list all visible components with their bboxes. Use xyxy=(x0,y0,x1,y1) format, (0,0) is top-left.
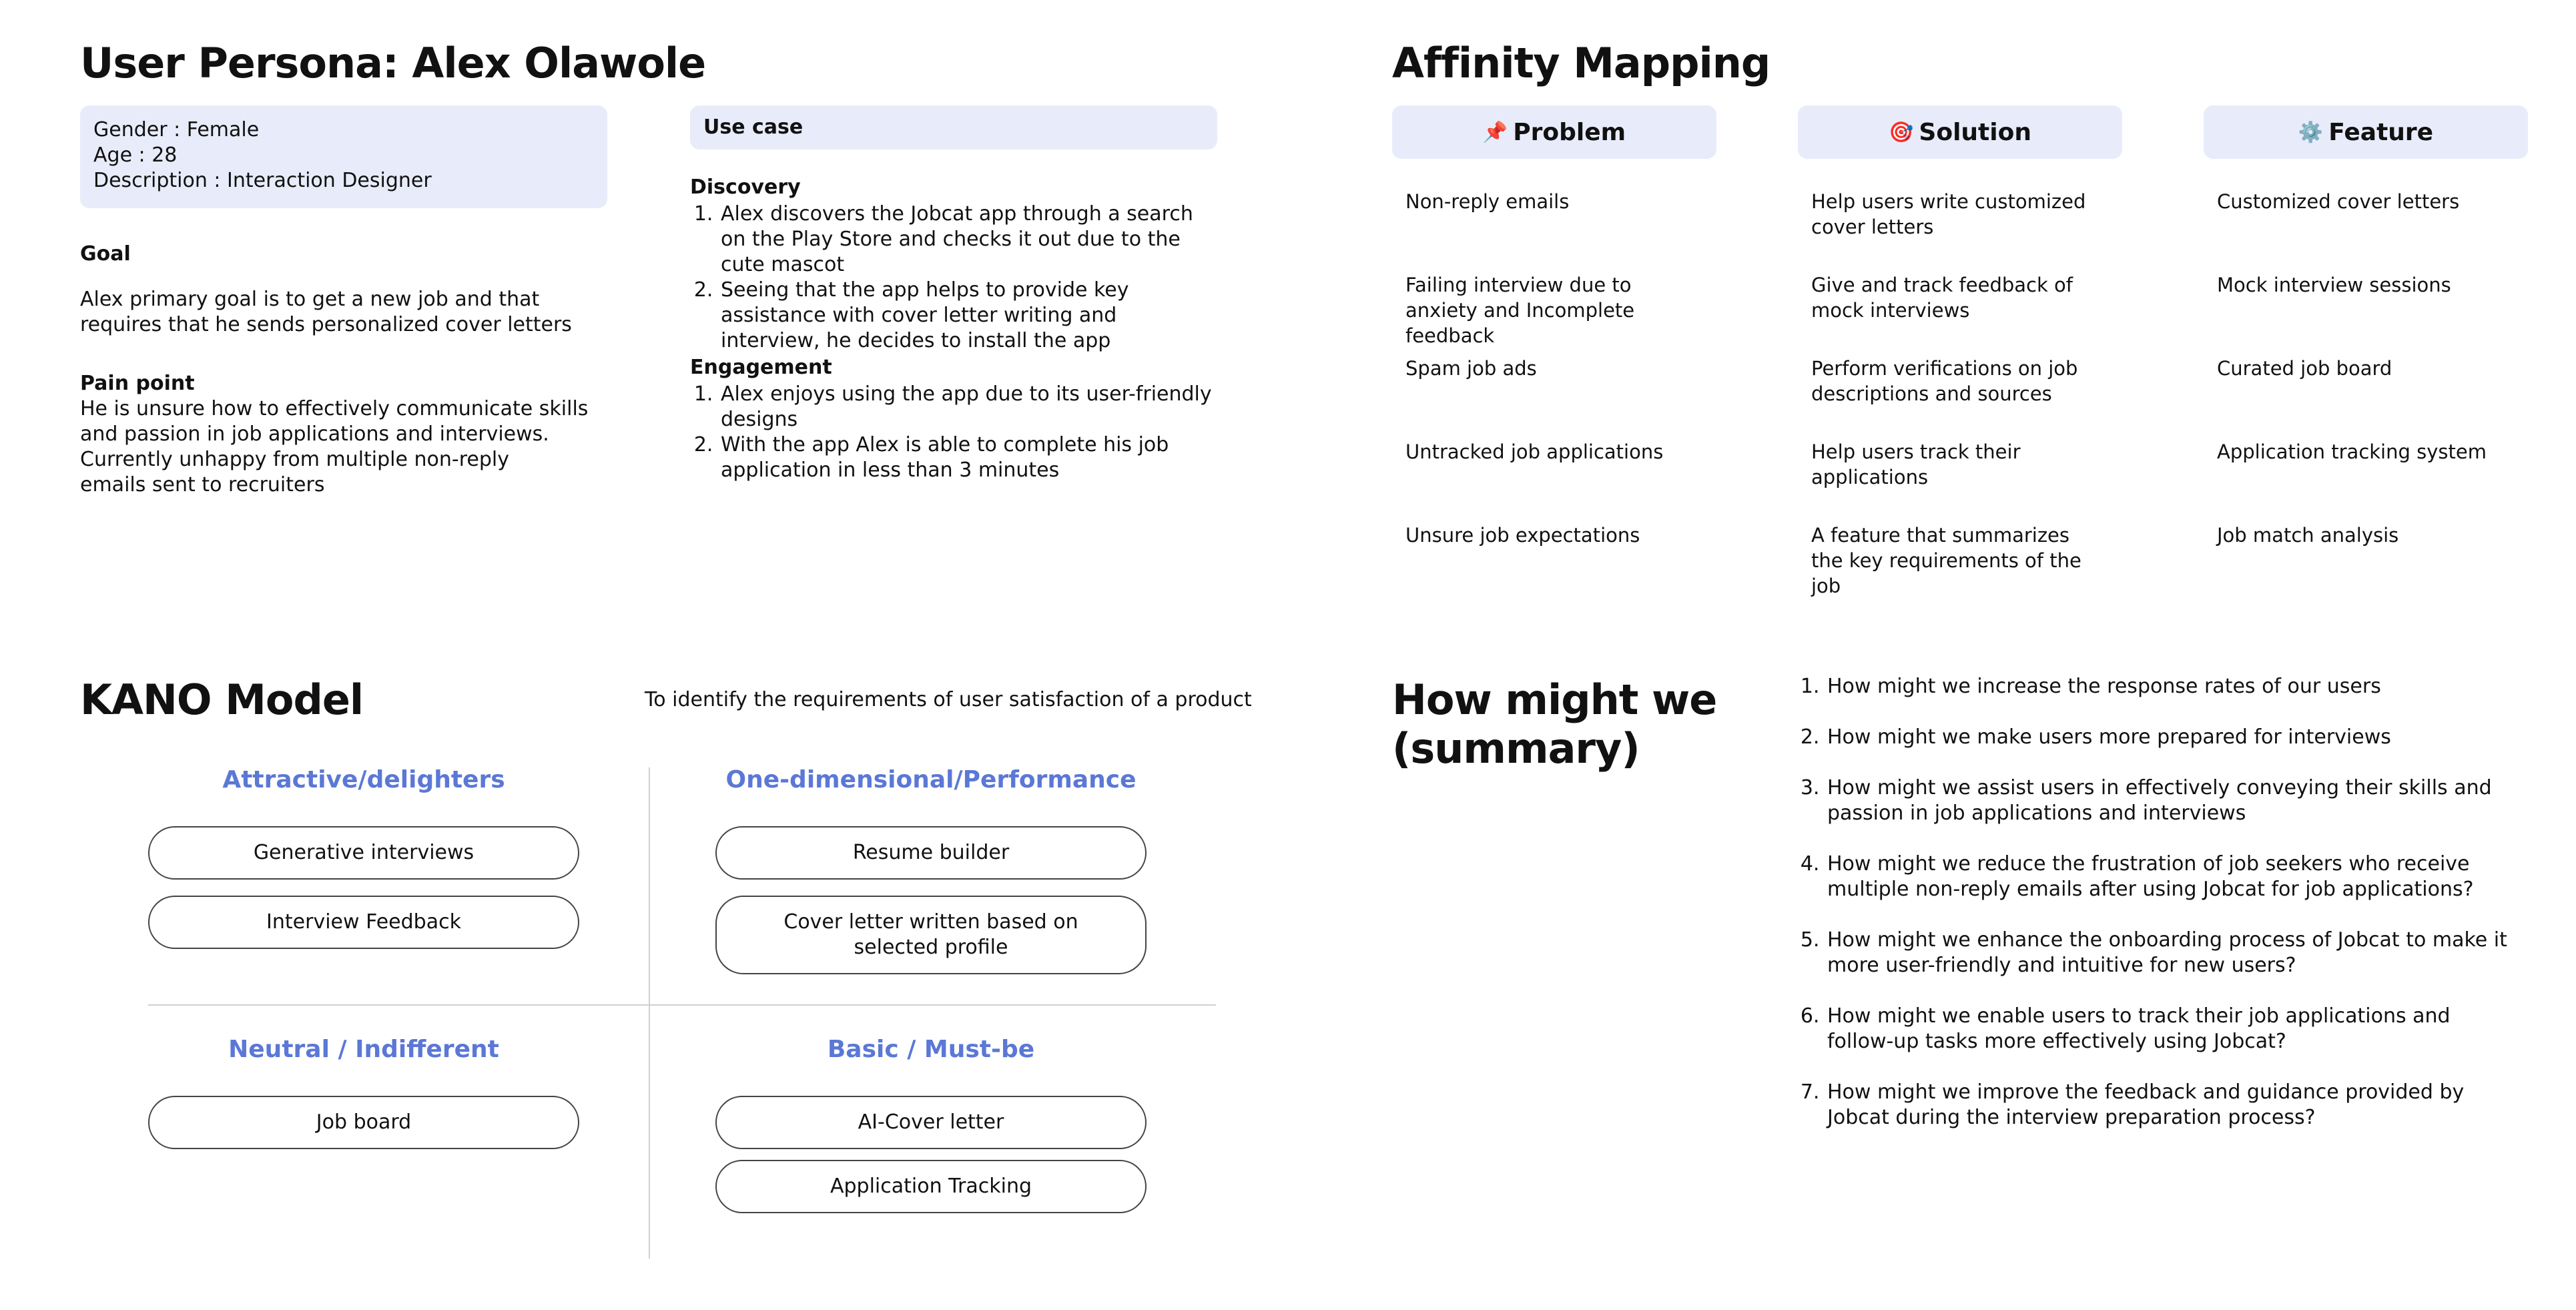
hmw-list-container xyxy=(1797,674,2517,1156)
kano-title: KANO Model xyxy=(80,675,364,724)
kano-vertical-divider xyxy=(649,767,650,1259)
kano-pill: AI-Cover letter xyxy=(715,1096,1147,1149)
affinity-header-label: Problem xyxy=(1513,118,1626,146)
affinity-feature-cell: Application tracking system xyxy=(2217,440,2487,463)
affinity-solution-cell: Help users write customized cover letters xyxy=(1811,190,2086,238)
persona-pain-section xyxy=(80,371,601,498)
affinity-feature-cell: Curated job board xyxy=(2217,357,2392,380)
engagement-item: 1. Alex enjoys using the app due to its user-friendly designs xyxy=(719,382,1217,432)
affinity-feature-cell: Customized cover letters xyxy=(2217,190,2460,213)
use-case-header: Use case xyxy=(690,105,1217,149)
discovery-label: Discovery xyxy=(690,176,801,199)
hmw-title-line2: (summary) xyxy=(1392,724,1640,773)
affinity-solution-cell: A feature that summarizes the key requirements of the job xyxy=(1811,524,2081,597)
affinity-feature-cell: Mock interview sessions xyxy=(2217,274,2451,296)
pain-text-2: Currently unhappy from multiple non-reply emails sent to recruiters xyxy=(80,448,509,497)
affinity-problem-cell: Spam job ads xyxy=(1405,357,1537,380)
kano-pill: Interview Feedback xyxy=(148,896,579,949)
affinity-header-feature xyxy=(2204,105,2528,159)
affinity-solution-cell: Help users track their applications xyxy=(1811,440,2021,488)
persona-description: Description : Interaction Designer xyxy=(93,169,432,192)
kano-pill: Resume builder xyxy=(715,826,1147,880)
affinity-header-problem xyxy=(1392,105,1716,159)
affinity-header-solution xyxy=(1798,105,2122,159)
affinity-title: Affinity Mapping xyxy=(1392,39,1770,87)
persona-gender: Gender : Female xyxy=(93,118,260,141)
kano-pill: Generative interviews xyxy=(148,826,579,880)
persona-title: User Persona: Alex Olawole xyxy=(80,39,706,87)
persona-info-card xyxy=(80,105,607,208)
hmw-list xyxy=(1797,674,2517,1130)
goal-label: Goal xyxy=(80,242,131,266)
persona-goal-section xyxy=(80,242,594,338)
hmw-item: 1. How might we increase the response rates of our users xyxy=(1826,674,2517,699)
hmw-item: 6. How might we enable users to track their job applications and follow-up tasks more effectively using Jobcat? xyxy=(1826,1004,2517,1054)
target-icon: 🎯 xyxy=(1889,120,1914,144)
kano-pill: Application Tracking xyxy=(715,1160,1147,1213)
affinity-problem-cell: Non-reply emails xyxy=(1405,190,1570,213)
affinity-header-label: Feature xyxy=(2328,118,2434,146)
hmw-item: 3. How might we assist users in effectively conveying their skills and passion in job applications and interviews xyxy=(1826,775,2517,826)
kano-basic-title: Basic / Must-be xyxy=(827,1036,1035,1063)
kano-pill: Job board xyxy=(148,1096,579,1149)
hmw-title xyxy=(1392,675,1716,773)
hmw-item: 4. How might we reduce the frustration of job seekers who receive multiple non-reply emails after using Jobcat for job applications? xyxy=(1826,852,2517,902)
goal-text: Alex primary goal is to get a new job and that requires that he sends personalized cover letters xyxy=(80,288,572,336)
affinity-solution-cell: Perform verifications on job descriptions and sources xyxy=(1811,357,2078,405)
discovery-item: 1. Alex discovers the Jobcat app through a search on the Play Store and checks it out due to the cute mascot xyxy=(719,202,1217,278)
engagement-list xyxy=(690,382,1217,483)
pain-text-1: He is unsure how to effectively communicate skills and passion in job applications and interviews. xyxy=(80,397,589,446)
engagement-item: 2. With the app Alex is able to complete his job application in less than 3 minutes xyxy=(719,432,1217,483)
kano-neutral-title: Neutral / Indifferent xyxy=(228,1036,499,1063)
kano-subtitle: To identify the requirements of user satisfaction of a product xyxy=(645,688,1252,711)
engagement-label: Engagement xyxy=(690,356,832,379)
use-case-section xyxy=(690,175,1217,483)
hmw-item: 5. How might we enhance the onboarding process of Jobcat to make it more user-friendly and intuitive for new users? xyxy=(1826,928,2517,978)
pushpin-icon: 📌 xyxy=(1482,120,1508,144)
gear-icon: ⚙️ xyxy=(2298,120,2324,144)
kano-attractive-title: Attractive/delighters xyxy=(222,766,505,793)
affinity-feature-cell: Job match analysis xyxy=(2217,524,2399,547)
hmw-title-line1: How might we xyxy=(1392,675,1717,724)
affinity-solution-cell: Give and track feedback of mock interviews xyxy=(1811,274,2073,322)
affinity-problem-cell: Unsure job expectations xyxy=(1405,524,1640,547)
discovery-list xyxy=(690,202,1217,354)
kano-performance-title: One-dimensional/Performance xyxy=(725,766,1137,793)
pain-label: Pain point xyxy=(80,372,195,395)
kano-pill: Cover letter written based on selected profile xyxy=(715,896,1147,974)
affinity-problem-cell: Untracked job applications xyxy=(1405,440,1664,463)
affinity-header-label: Solution xyxy=(1919,118,2031,146)
affinity-problem-cell: Failing interview due to anxiety and Incomplete feedback xyxy=(1405,274,1635,347)
kano-horizontal-divider xyxy=(148,1004,1216,1006)
persona-age: Age : 28 xyxy=(93,143,178,167)
hmw-item: 7. How might we improve the feedback and guidance provided by Jobcat during the interview preparation process? xyxy=(1826,1080,2517,1130)
discovery-item: 2. Seeing that the app helps to provide key assistance with cover letter writing and interview, he decides to install the app xyxy=(719,278,1217,354)
hmw-item: 2. How might we make users more prepared for interviews xyxy=(1826,725,2517,750)
